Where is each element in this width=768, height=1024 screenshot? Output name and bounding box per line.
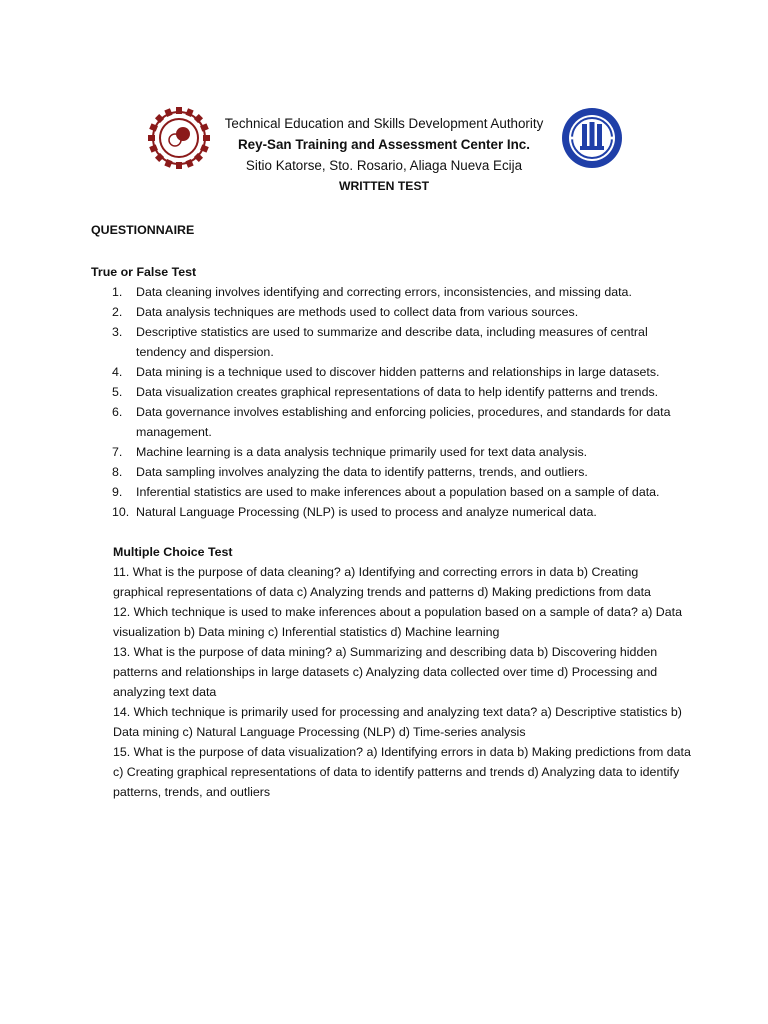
list-item: [91, 402, 691, 442]
test-type-title: WRITTEN TEST: [338, 179, 430, 193]
list-item: [91, 482, 691, 502]
list-item: [91, 302, 691, 322]
question-item: 15. What is the purpose of data visualization? a) Identifying errors in data b) Making predictions from data c) Creating graphical representations of data to identify patterns and trends d) Analyzing data to identify patterns, trends, and outliers: [113, 745, 691, 799]
item-text: Data governance involves establishing and enforcing policies, procedures, and standards for data management.: [136, 405, 671, 439]
questionnaire-title: QUESTIONNAIRE: [91, 223, 195, 237]
item-number: 6.: [112, 405, 123, 419]
list-item: [91, 462, 691, 482]
item-number: 7.: [112, 445, 123, 459]
item-text: Descriptive statistics are used to summarize and describe data, including measures of central tendency and dispersion.: [136, 325, 648, 359]
item-number: 2.: [112, 305, 123, 319]
true-false-list: [91, 282, 691, 522]
item-number: 4.: [112, 365, 123, 379]
multiple-choice-section: [91, 542, 691, 802]
question-item: 13. What is the purpose of data mining? a) Summarizing and describing data b) Discovering hidden patterns and relationships in large datasets c) Analyzing data collected over time d) Processing and analyzing text data: [113, 645, 658, 699]
multiple-choice-title: Multiple Choice Test: [113, 545, 233, 559]
item-text: Data analysis techniques are methods used to collect data from various sources.: [136, 305, 579, 319]
item-text: Data mining is a technique used to discover hidden patterns and relationships in large datasets.: [136, 365, 660, 379]
question-item: 14. Which technique is primarily used for processing and analyzing text data? a) Descriptive statistics b) Data mining c) Natural Language Processing (NLP) d) Time-series analysis: [113, 705, 682, 739]
item-text: Data sampling involves analyzing the data to identify patterns, trends, and outliers.: [136, 465, 588, 479]
list-item: [91, 362, 691, 382]
item-number: 10.: [112, 505, 130, 519]
item-text: Data visualization creates graphical representations of data to help identify patterns and trends.: [136, 385, 659, 399]
item-number: 8.: [112, 465, 123, 479]
org-name: Technical Education and Skills Development Authority: [224, 116, 544, 131]
center-address: Sitio Katorse, Sto. Rosario, Aliaga Nueva Ecija: [245, 158, 523, 173]
list-item: [91, 322, 691, 362]
item-text: Natural Language Processing (NLP) is used to process and analyze numerical data.: [136, 505, 597, 519]
list-item: [91, 442, 691, 462]
list-item: [91, 502, 691, 522]
item-text: Data cleaning involves identifying and correcting errors, inconsistencies, and missing data.: [136, 285, 632, 299]
question-item: 11. What is the purpose of data cleaning? a) Identifying and correcting errors in data b) Creating graphical representations of data c) Analyzing trends and patterns d) Making predictions from data: [113, 565, 651, 599]
training-center-name: Rey-San Training and Assessment Center Inc.: [238, 137, 530, 152]
item-text: Machine learning is a data analysis technique primarily used for text data analysis.: [136, 445, 588, 459]
item-number: 3.: [112, 325, 123, 339]
item-number: 5.: [112, 385, 123, 399]
list-item: [91, 382, 691, 402]
item-number: 9.: [112, 485, 123, 499]
item-text: Inferential statistics are used to make inferences about a population based on a sample of data.: [136, 485, 660, 499]
questionnaire-body: [91, 220, 691, 802]
item-number: 1.: [112, 285, 123, 299]
true-false-title: True or False Test: [91, 265, 197, 279]
question-item: 12. Which technique is used to make inferences about a population based on a sample of data? a) Data visualization b) Data mining c) Inferential statistics d) Machine learning: [113, 605, 682, 639]
document-header: [180, 113, 588, 197]
list-item: [91, 282, 691, 302]
